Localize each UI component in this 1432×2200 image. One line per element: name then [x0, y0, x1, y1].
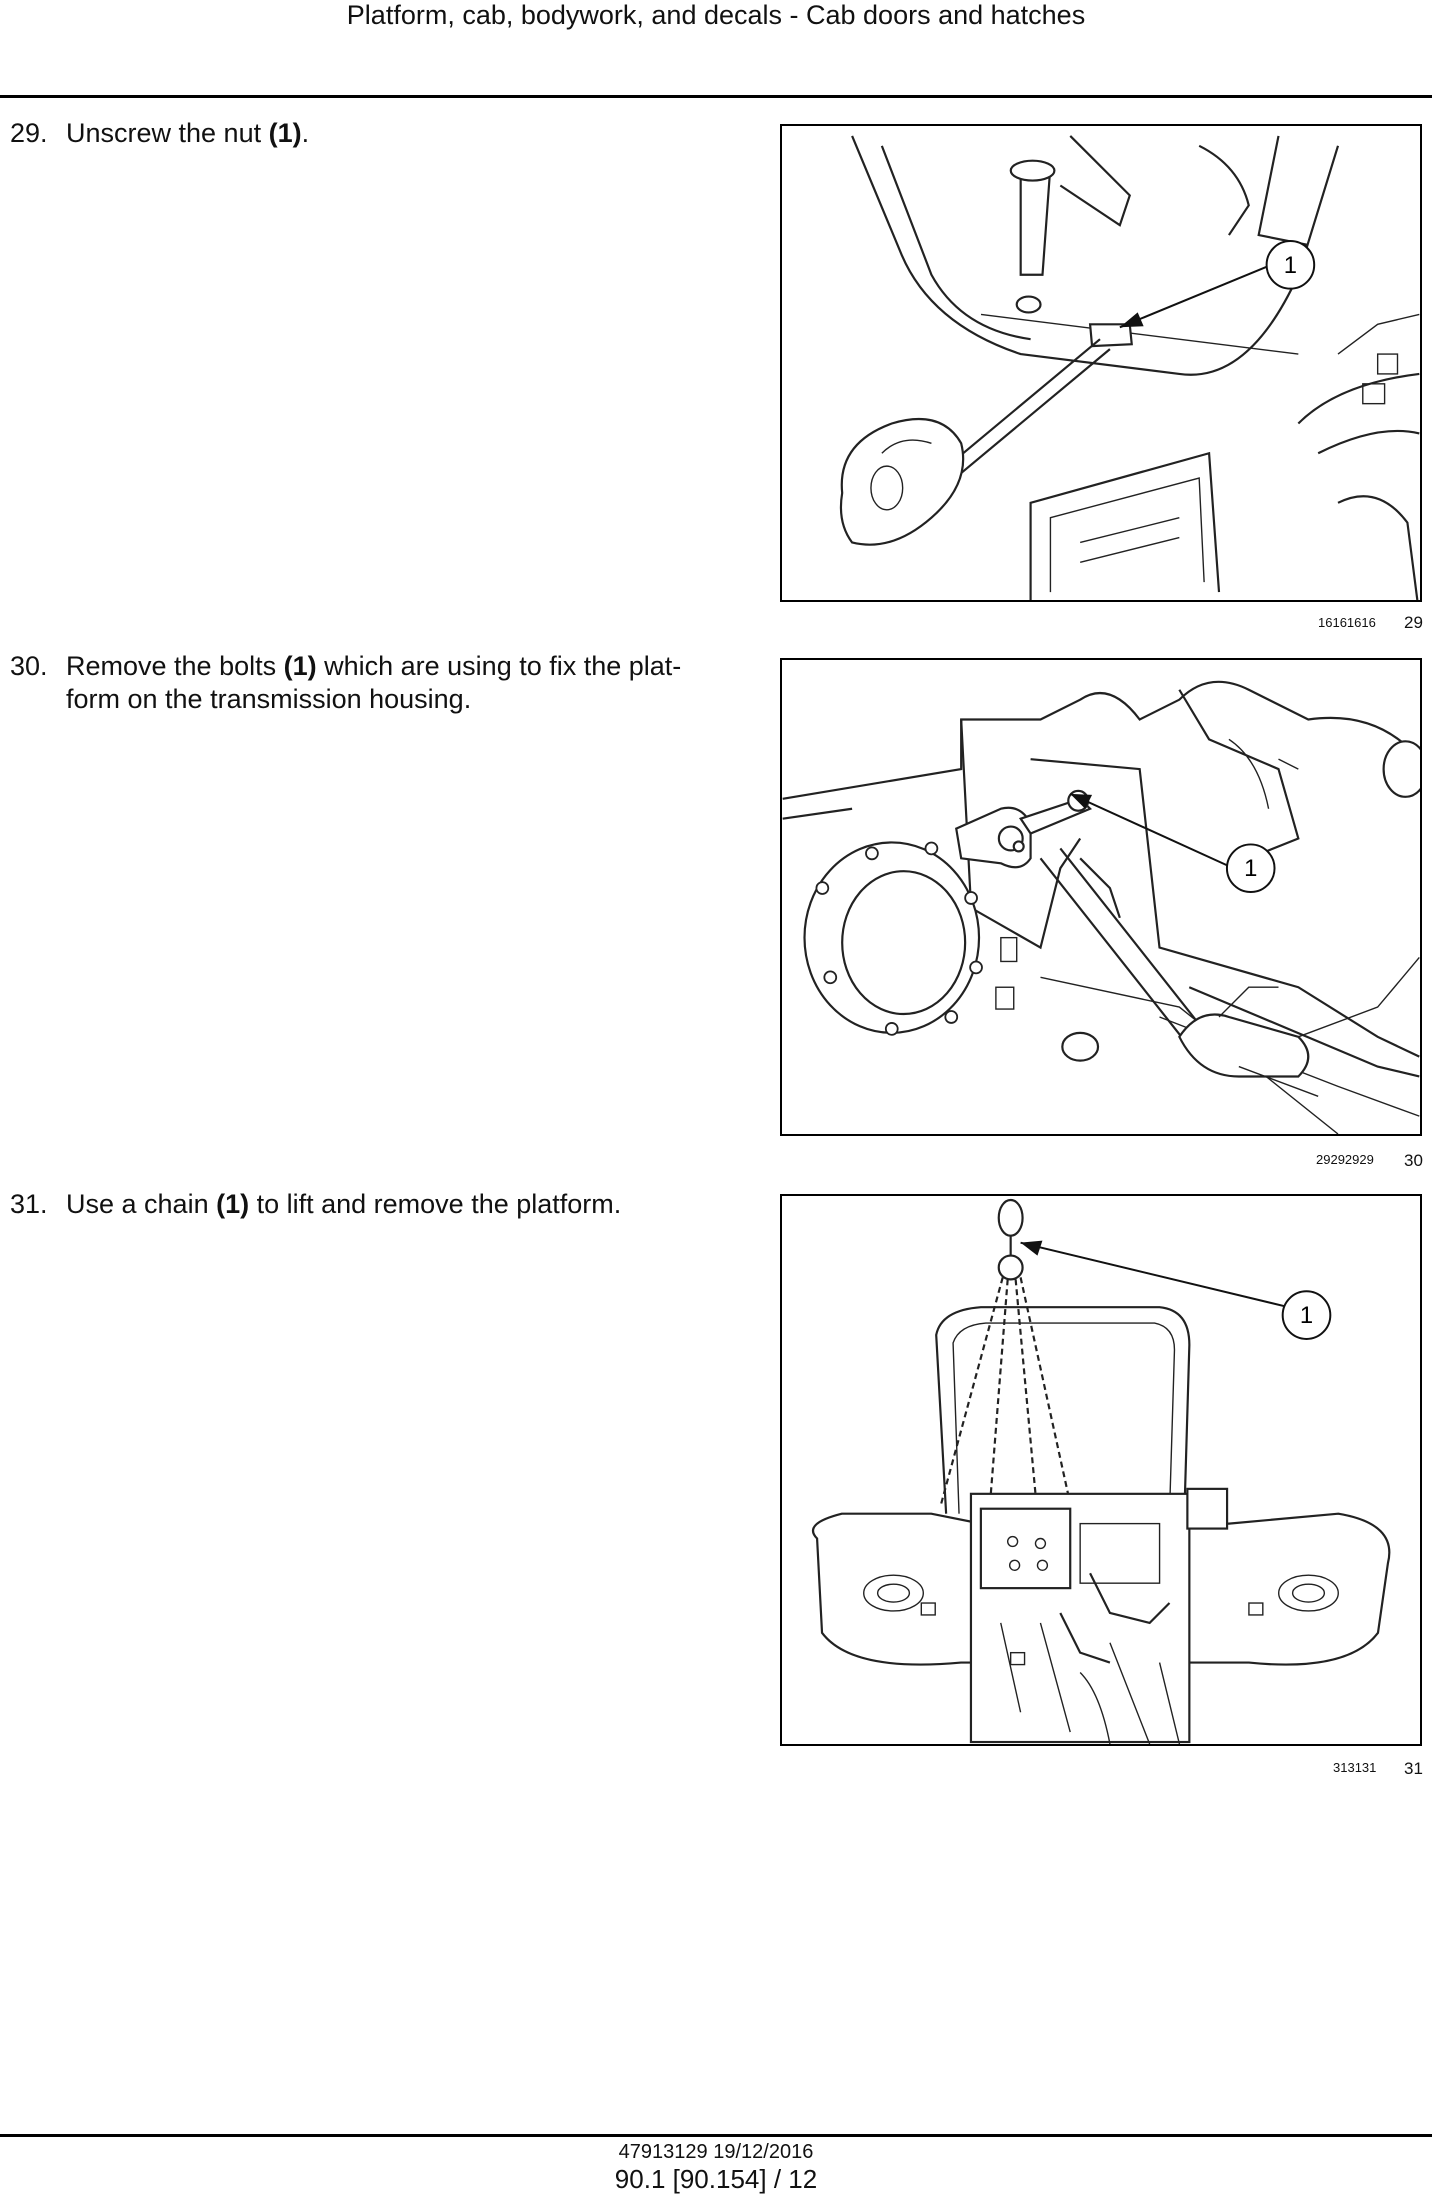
- header-rule: [0, 95, 1432, 98]
- step-text-after: to lift and remove the platform.: [249, 1189, 622, 1219]
- step-text-before: Unscrew the nut: [66, 118, 269, 148]
- chain-lift-illustration: [782, 1196, 1420, 1744]
- step-29: [10, 117, 720, 150]
- step-ref: (1): [268, 118, 302, 148]
- figure-29-illustration: [780, 124, 1422, 602]
- callout-label: 1: [1283, 251, 1298, 279]
- footer-doc-ref: 47913129 19/12/2016: [618, 2141, 814, 2163]
- figure-code: 29292929: [1316, 1152, 1374, 1167]
- step-text-before: Use a chain: [66, 1189, 217, 1219]
- step-number: 30.: [10, 651, 48, 681]
- figure-31-illustration: [780, 1194, 1422, 1746]
- step-text-after: which are using to fix the plat-form on the transmission housing.: [66, 651, 682, 714]
- footer-rule: [0, 2134, 1432, 2137]
- page-header-title: Platform, cab, bodywork, and decals - Cab doors and hatches: [346, 0, 1086, 30]
- step-text: [66, 1188, 720, 1221]
- figure-30-illustration: [780, 658, 1422, 1136]
- step-number: 29.: [10, 118, 48, 148]
- step-text-after: .: [301, 118, 310, 148]
- figure-code: 313131: [1333, 1760, 1377, 1775]
- callout-label: 1: [1244, 855, 1258, 883]
- step-text-before: Remove the bolts: [66, 651, 284, 681]
- figure-code: 16161616: [1318, 615, 1376, 630]
- step-ref: (1): [216, 1189, 250, 1219]
- figure-number: 30: [1404, 1151, 1423, 1170]
- figure-number: 29: [1404, 613, 1423, 632]
- step-text: [66, 650, 726, 716]
- step-number: 31.: [10, 1189, 48, 1219]
- transmission-bolts-illustration: [782, 660, 1420, 1134]
- nut-wrench-illustration: [782, 126, 1420, 600]
- step-ref: (1): [283, 651, 317, 681]
- callout-label: 1: [1299, 1302, 1314, 1330]
- step-31: [10, 1188, 720, 1221]
- step-text: [66, 117, 720, 150]
- footer-page-ref: 90.1 [90.154] / 12: [614, 2164, 818, 2194]
- figure-number: 31: [1404, 1759, 1423, 1778]
- step-30: [10, 650, 720, 716]
